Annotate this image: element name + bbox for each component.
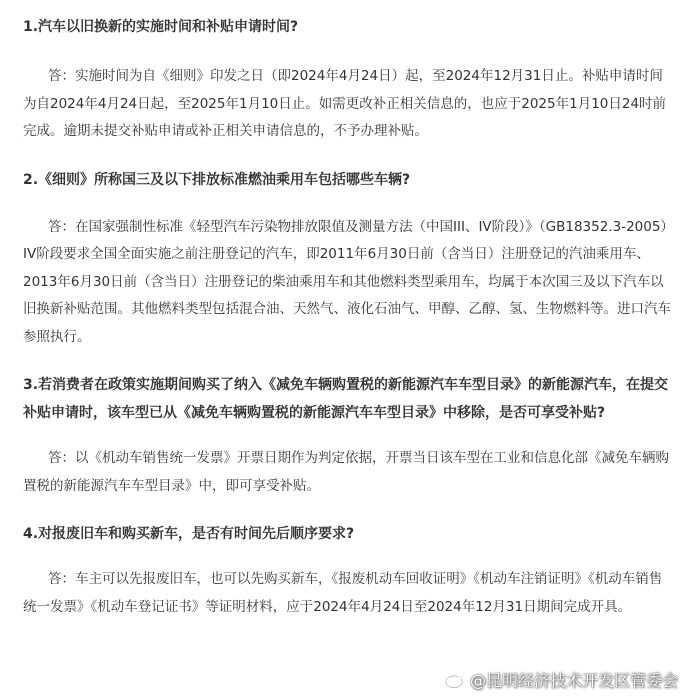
answer-2: 答：在国家强制性标准《轻型汽车污染物排放限值及测量方法（中国III、IV阶段）》（GB18352.3-2005）IV阶段要求全国全面实施之前注册登记的汽车，即2011年6月30日前（含当日）注册登记的汽油乘用车、2013年6月30日前（含当日）注册登记的柴油乘用车和其他燃料类型乘用车，均属于本次国三及以下汽车以旧换新补贴范围。其他燃料类型包括混合油、天然气、液化石油气、甲醇、乙醇、氢、生物燃料等。进口汽车参照执行。 — [23, 218, 671, 345]
watermark — [444, 668, 678, 691]
question-1: 1.汽车以旧换新的实施时间和补贴申请时间? — [23, 19, 299, 35]
watermark-text: @昆明经济技术开发区管委会 — [469, 671, 678, 690]
answer-4: 答：车主可以先报废旧车，也可以先购买新车，《报废机动车回收证明》《机动车注销证明》《机动车销售统一发票》《机动车登记证书》等证明材料，应于2024年4月24日至2024年12月31日期间完成开具。 — [23, 571, 663, 615]
weibo-icon — [444, 669, 466, 691]
question-3: 3.若消费者在政策实施期间购买了纳入《减免车辆购置税的新能源汽车车型目录》的新能源汽车，在提交补贴申请时，该车型已从《减免车辆购置税的新能源汽车车型目录》中移除，是否可享受补贴? — [23, 377, 669, 421]
document-body — [23, 0, 671, 621]
question-4: 4.对报废旧车和购买新车，是否有时间先后顺序要求? — [23, 526, 355, 542]
answer-1: 答：实施时间为自《细则》印发之日（即2024年4月24日）起，至2024年12月31日止。补贴申请时间为自2024年4月24日起，至2025年1月10日止。如需更改补正相关信息的，也应于2025年1月10日24时前完成。逾期未提交补贴申请或补正相关申请信息的，不予办理补贴。 — [23, 68, 667, 139]
answer-3: 答：以《机动车销售统一发票》开票日期作为判定依据，开票当日该车型在工业和信息化部《减免车辆购置税的新能源汽车车型目录》中，即可享受补贴。 — [23, 450, 669, 494]
question-2: 2.《细则》所称国三及以下排放标准燃油乘用车包括哪些车辆? — [23, 171, 411, 188]
